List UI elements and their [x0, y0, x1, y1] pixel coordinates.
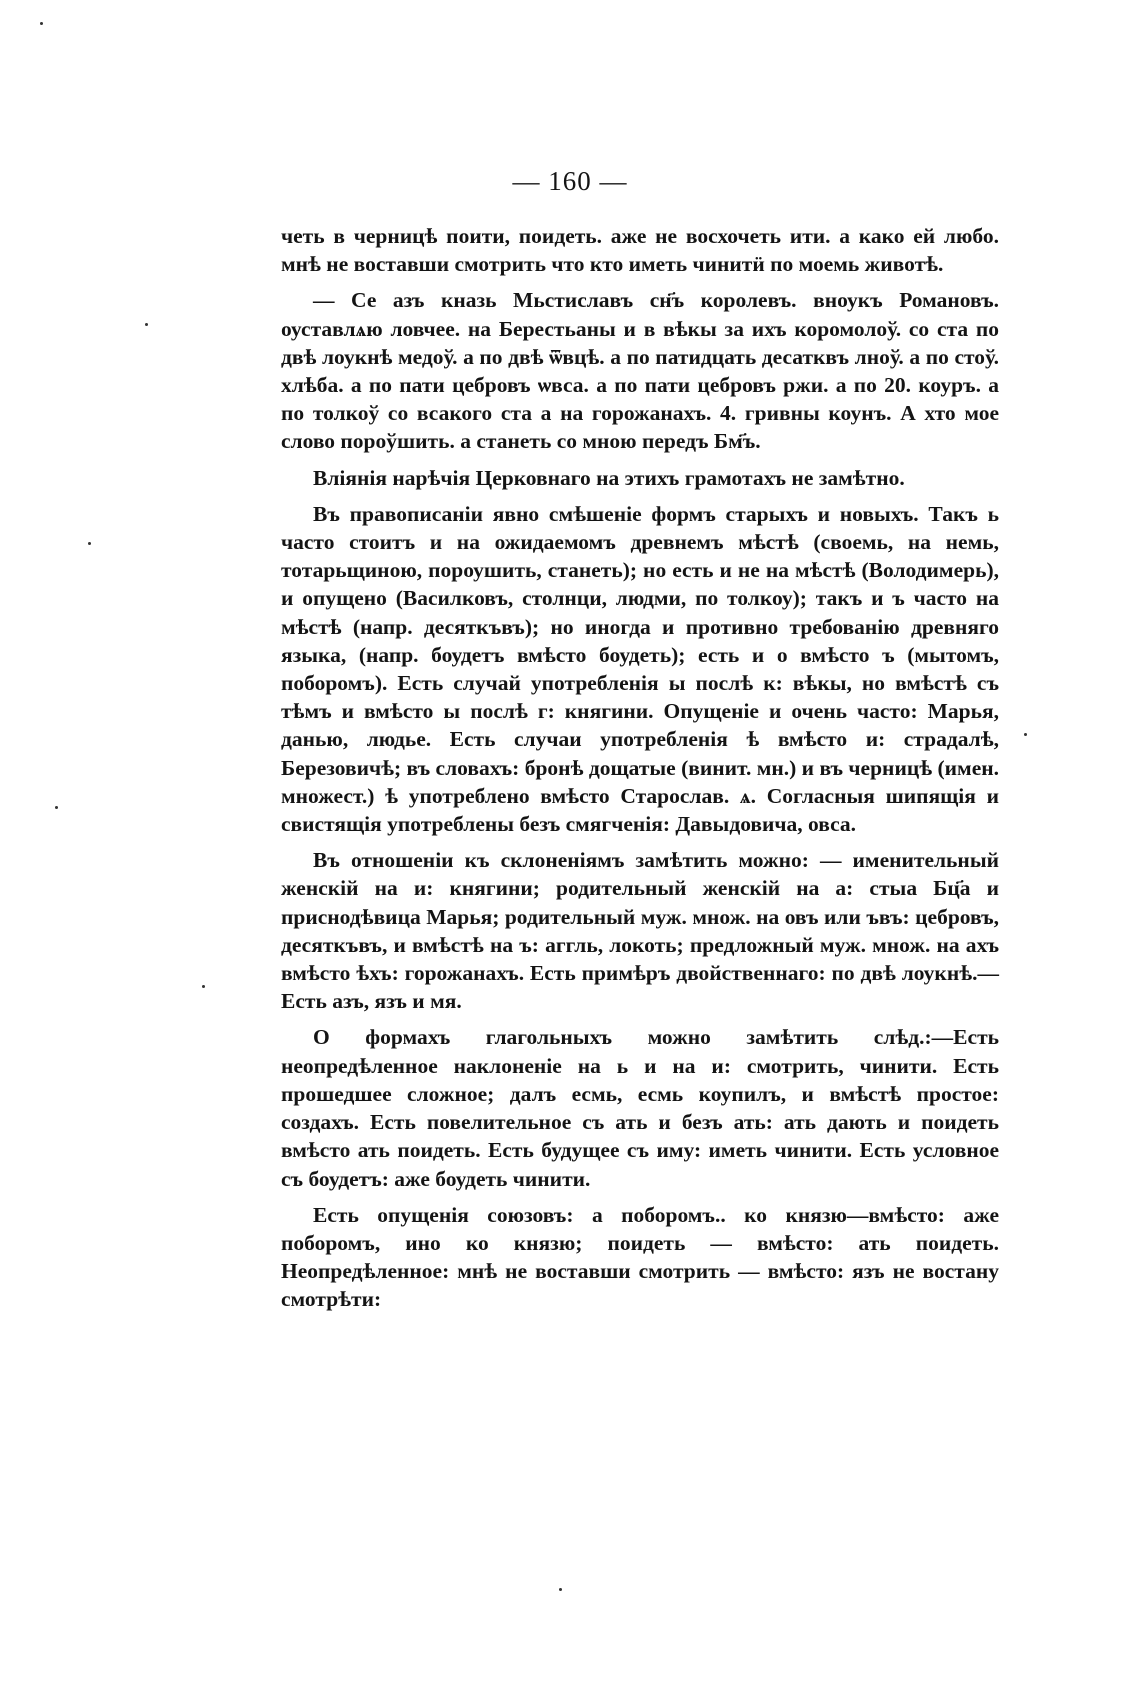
scan-speck — [145, 323, 148, 326]
page-number: — 160 — — [512, 166, 628, 196]
body-text — [281, 222, 999, 1322]
scan-speck — [55, 806, 58, 809]
paragraph-4: Въ правописаніи явно смѣшеніе формъ старыхъ и новыхъ. Такъ ь часто стоитъ и на ожидаемомъ древнемъ мѣстѣ (своемь, на немь, тотарьщиною, пороушить, станеть); но есть и не на мѣстѣ (Володимерь), и опущено (Василковъ, столнци, людми, по толкоу); такъ и ъ часто на мѣстѣ (напр. десяткъвъ); но иногда и противно требованію древняго языка, (напр. боудетъ вмѣсто боудеть); есть и о вмѣсто ъ (мытомъ, поборомъ). Есть случай употребленія ы послѣ к: вѣкы, но вмѣстѣ съ тѣмъ и вмѣсто ы послѣ г: княгини. Опущеніе и очень часто: Марья, данью, людье. Есть случаи употребленія ѣ вмѣсто и: страдалѣ, Березовичѣ; въ словахъ: бронѣ дощатые (винит. мн.) и въ черницѣ (имен. множест.) ѣ употреблено вмѣсто Старослав. ѧ. Согласныя шипящія и свистящія употреблены безъ смягченія: Давыдовича, овса. — [281, 501, 999, 837]
scan-speck — [88, 542, 91, 545]
paragraph-1: четь в черницѣ поити, поидеть. аже не восхочеть ити. а како ей любо. мнѣ не воставши смотрить что кто иметь чинитӥ по моемь животѣ. — [281, 224, 999, 277]
scan-speck — [40, 22, 43, 25]
paragraph-7: Есть опущенія союзовъ: а поборомъ.. ко князю—вмѣсто: аже поборомъ, ино ко князю; поидеть — вмѣсто: ать поидеть. Неопредѣленное: мнѣ не воставши смотрить — вмѣсто: язъ не востану смотрѣти: — [281, 1202, 999, 1312]
paragraph-3: Вліянія нарѣчія Церковнаго на этихъ грамотахъ не замѣтно. — [313, 465, 905, 490]
scan-speck — [559, 1588, 562, 1591]
scan-speck — [202, 985, 205, 988]
paragraph-2: — Се азъ кназь Мьстиславъ сн҃ъ королевъ. вноукъ Романовъ. оуставлѧю ловчее. на Берестьаны и в вѣкы за ихъ коромолоў. со ста по двѣ лоукнѣ медоў. а по двѣ ѿвцѣ. а по патидцать десатквъ лноў. а по стоў. хлѣба. а по пати цебровъ ѡвса. а по пати цебровъ ржи. а по 20. коуръ. а по толкоў со всакого ста а на горожанахъ. 4. гривны коунъ. А хто мое слово пороўшить. а станеть со мною передъ Бм҃ъ. — [281, 288, 999, 454]
paragraph-6: О формахъ глагольныхъ можно замѣтить слѣд.:—Есть неопредѣленное наклоненіе на ь и на и: смотрить, чинити. Есть прошедшее сложное; далъ есмь, есмь коупилъ, и вмѣстѣ простое: создахъ. Есть повелительное съ ать и безъ ать: ать дають и поидеть вмѣсто ать поидеть. Есть будущее съ иму: иметь чинити. Есть условное съ боудетъ: аже боудеть чинити. — [281, 1025, 999, 1191]
scan-speck — [1024, 733, 1027, 736]
paragraph-5: Въ отношеніи къ склоненіямъ замѣтить можно: — именительный женскій на и: княгини; родительный женскій на а: стыа Бц҃а и приснодѣвица Марья; родительный муж. множ. на овъ или ъвъ: цебровъ, десяткъвъ, и вмѣстѣ на ъ: аггль, локоть; предложный муж. множ. на ахъ вмѣсто ѣхъ: горожанахъ. Есть примѣръ двойственнаго: по двѣ лоукнѣ.—Есть азъ, язъ и мя. — [281, 848, 999, 1014]
